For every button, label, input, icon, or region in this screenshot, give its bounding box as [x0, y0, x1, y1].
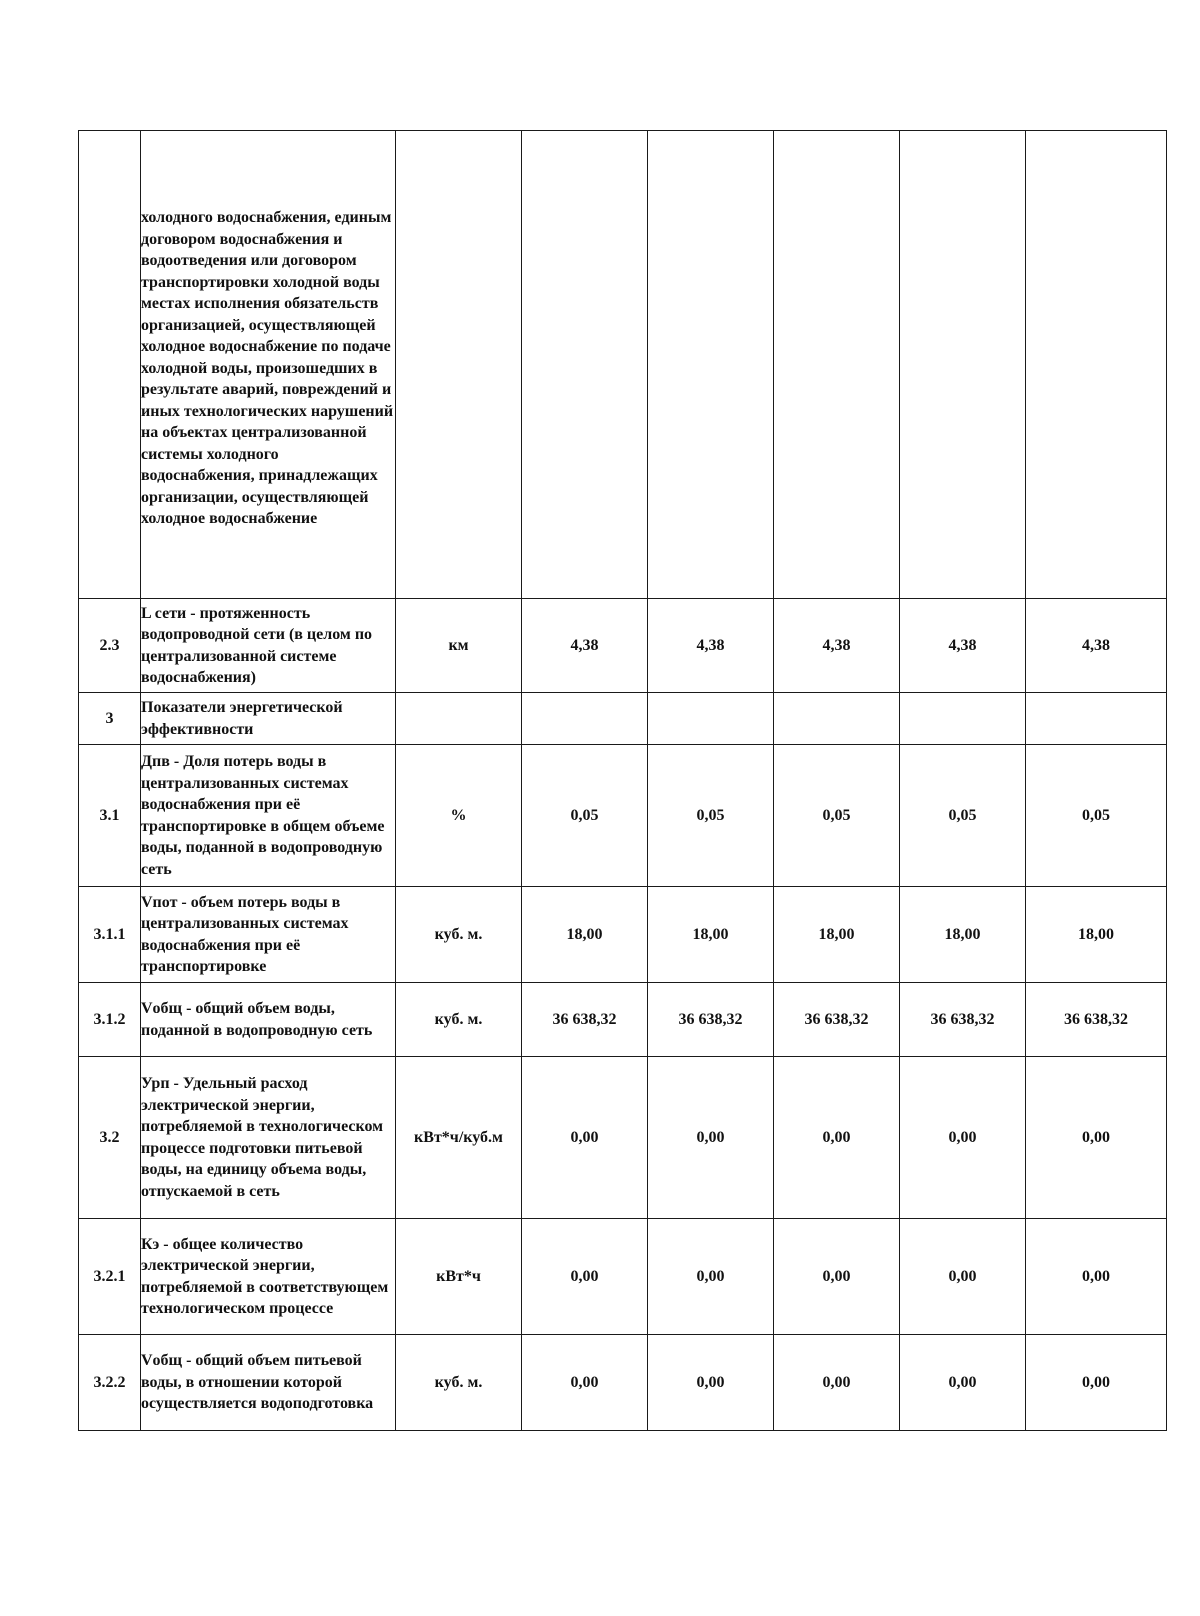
- row-description: Vобщ - общий объем питьевой воды, в отношении которой осуществляется водоподготовка: [141, 1335, 396, 1431]
- row-number: 3.2.1: [79, 1219, 141, 1335]
- row-number: 3.2.2: [79, 1335, 141, 1431]
- row-number: [79, 131, 141, 599]
- table-row: [79, 745, 1167, 887]
- row-unit: [396, 131, 522, 599]
- row-value: 18,00: [522, 887, 648, 983]
- row-value: 4,38: [522, 599, 648, 693]
- row-value: 0,00: [900, 1219, 1026, 1335]
- row-value: 0,05: [774, 745, 900, 887]
- row-value: [774, 131, 900, 599]
- row-value: 0,05: [1026, 745, 1167, 887]
- row-unit: куб. м.: [396, 1335, 522, 1431]
- table-row: [79, 1057, 1167, 1219]
- row-value: [900, 693, 1026, 745]
- row-value: 0,00: [900, 1057, 1026, 1219]
- table-row: [79, 983, 1167, 1057]
- row-value: 0,00: [774, 1057, 900, 1219]
- table-row: [79, 693, 1167, 745]
- row-unit: кВт*ч: [396, 1219, 522, 1335]
- table-row: [79, 131, 1167, 599]
- row-description: Vпот - объем потерь воды в централизованных системах водоснабжения при её транспортировке: [141, 887, 396, 983]
- row-unit: куб. м.: [396, 983, 522, 1057]
- row-description: Показатели энергетической эффективности: [141, 693, 396, 745]
- row-value: 4,38: [1026, 599, 1167, 693]
- row-value: [1026, 131, 1167, 599]
- row-description: холодного водоснабжения, единым договором водоснабжения и водоотведения или договором транспортировки холодной воды местах исполнения обязательств организацией, осуществляющей холодное водоснабжение по подаче холодной воды, произошедших в результате аварий, повреждений и иных технологических нарушений на объектах централизованной системы холодного водоснабжения, принадлежащих организации, осуществляющей холодное водоснабжение: [141, 131, 396, 599]
- row-value: [1026, 693, 1167, 745]
- row-value: [522, 693, 648, 745]
- row-value: 0,00: [1026, 1057, 1167, 1219]
- row-value: 0,00: [522, 1057, 648, 1219]
- row-value: [522, 131, 648, 599]
- row-value: 0,05: [648, 745, 774, 887]
- row-unit: км: [396, 599, 522, 693]
- row-value: 18,00: [1026, 887, 1167, 983]
- row-unit: куб. м.: [396, 887, 522, 983]
- row-value: 36 638,32: [1026, 983, 1167, 1057]
- row-value: [648, 693, 774, 745]
- row-value: 0,00: [648, 1219, 774, 1335]
- row-number: 3.1.2: [79, 983, 141, 1057]
- row-value: 0,00: [1026, 1335, 1167, 1431]
- row-value: 18,00: [900, 887, 1026, 983]
- row-value: 0,00: [774, 1335, 900, 1431]
- row-value: 36 638,32: [522, 983, 648, 1057]
- row-number: 3.1: [79, 745, 141, 887]
- row-value: [648, 131, 774, 599]
- row-description: Кэ - общее количество электрической энергии, потребляемой в соответствующем технологическом процессе: [141, 1219, 396, 1335]
- row-description: Дпв - Доля потерь воды в централизованных системах водоснабжения при её транспортировке в общем объеме воды, поданной в водопроводную сеть: [141, 745, 396, 887]
- table-row: [79, 1335, 1167, 1431]
- row-value: 0,00: [1026, 1219, 1167, 1335]
- row-value: 0,05: [900, 745, 1026, 887]
- row-value: 0,00: [522, 1335, 648, 1431]
- row-number: 3.1.1: [79, 887, 141, 983]
- row-value: 36 638,32: [774, 983, 900, 1057]
- row-value: [900, 131, 1026, 599]
- row-number: 3.2: [79, 1057, 141, 1219]
- row-value: 36 638,32: [648, 983, 774, 1057]
- row-value: 0,00: [774, 1219, 900, 1335]
- row-value: 4,38: [774, 599, 900, 693]
- row-value: 18,00: [648, 887, 774, 983]
- row-value: 0,00: [900, 1335, 1026, 1431]
- row-value: [774, 693, 900, 745]
- row-unit: кВт*ч/куб.м: [396, 1057, 522, 1219]
- table-row: [79, 887, 1167, 983]
- row-value: 18,00: [774, 887, 900, 983]
- row-value: 4,38: [900, 599, 1026, 693]
- row-value: 4,38: [648, 599, 774, 693]
- row-number: 3: [79, 693, 141, 745]
- row-value: 0,00: [522, 1219, 648, 1335]
- row-description: L сети - протяженность водопроводной сети (в целом по централизованной системе водоснабжения): [141, 599, 396, 693]
- row-unit: %: [396, 745, 522, 887]
- row-description: Vобщ - общий объем воды, поданной в водопроводную сеть: [141, 983, 396, 1057]
- row-description: Урп - Удельный расход электрической энергии, потребляемой в технологическом процессе подготовки питьевой воды, на единицу объема воды, отпускаемой в сеть: [141, 1057, 396, 1219]
- row-value: 0,00: [648, 1057, 774, 1219]
- row-value: 0,05: [522, 745, 648, 887]
- row-value: 36 638,32: [900, 983, 1026, 1057]
- table-row: [79, 1219, 1167, 1335]
- row-unit: [396, 693, 522, 745]
- table-row: [79, 599, 1167, 693]
- indicators-table: [78, 130, 1167, 1431]
- row-number: 2.3: [79, 599, 141, 693]
- row-value: 0,00: [648, 1335, 774, 1431]
